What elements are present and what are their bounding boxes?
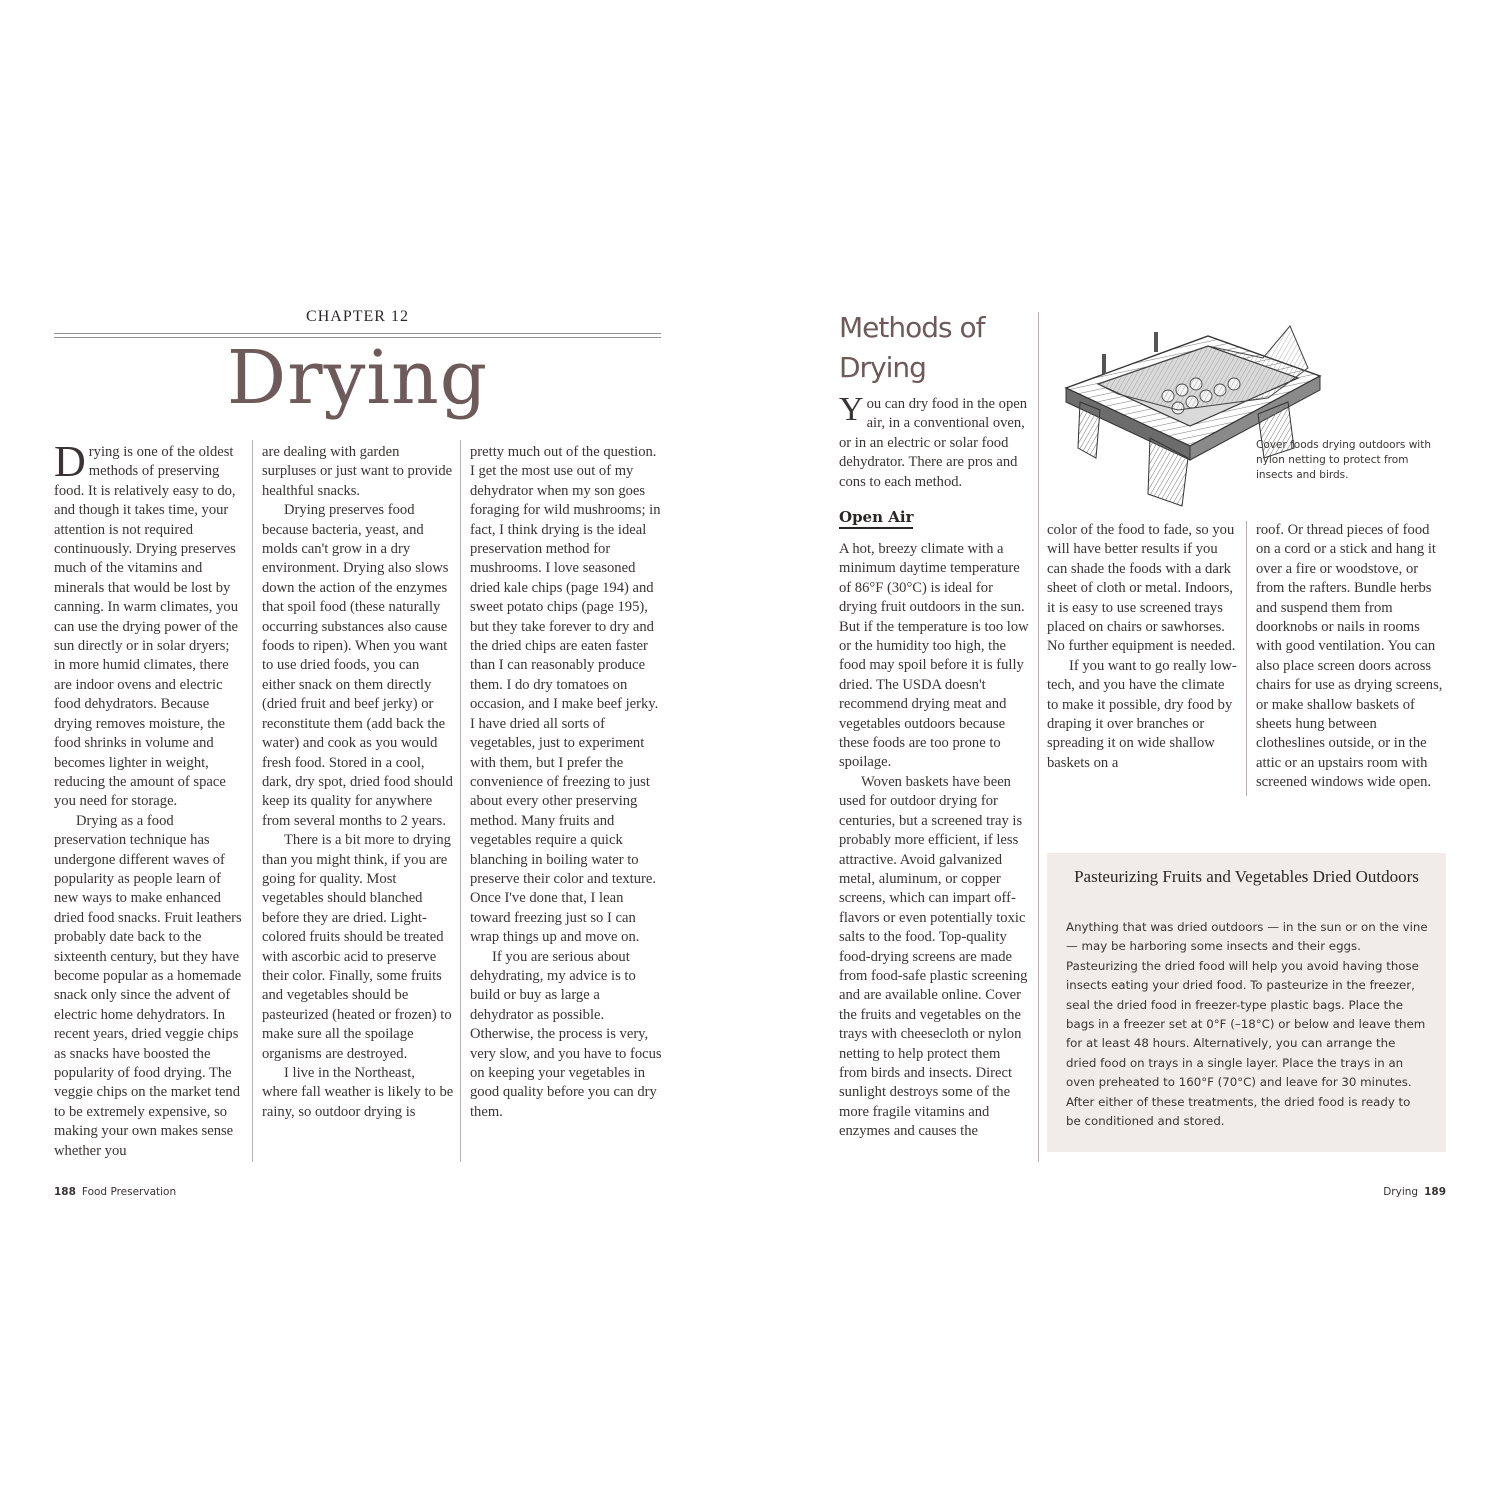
chapter-title: Drying — [226, 335, 489, 421]
right-column-3 — [1256, 521, 1446, 793]
intro-paragraph — [839, 391, 1031, 492]
left-column-3 — [470, 443, 662, 1122]
column-divider — [252, 440, 253, 1162]
sidebar-body: Anything that was dried outdoors — in the sun or on the vine — may be harboring some insects and their eggs. Pasteurizing the dried food will help you avoid having those insects eating your dried food. To pasteurize in the freezer, seal the dried food in freezer-type plastic bags. Place the bags in a freezer set at 0°F (–18°C) or below and leave them for at least 48 hours. Alternatively, you can arrange the dried food on trays in a single layer. Place the trays in an oven preheated to 160°F (70°C) and leave for 30 minutes. After either of these treatments, the dried food is ready to be conditioned and stored. — [1066, 920, 1428, 1129]
paragraph: are dealing with garden surpluses or just want to provide healthful snacks. — [262, 444, 453, 499]
paragraph-text: ou can dry food in the open air, in a conventional oven, or in an electric or solar food dehydrator. There are pros and cons to each method. — [839, 396, 1028, 490]
paragraph: pretty much out of the question. I get the most use out of my dehydrator when my son goes foraging for wild mushrooms; in fact, I think drying is the ideal preservation method for mushrooms. I love seasoned dried kale chips (page 194) and sweet potato chips (page 195), but they take forever to dry and the dried chips are eaten faster than I can reasonably produce them. I do dry tomatoes on occasion, and I make beef jerky. I have dried all sorts of vegetables, just to experiment with them, but I prefer the convenience of freezing to just about every other preserving method. Many fruits and vegetables require a quick blanching in boiling water to preserve their color and texture. Once I've done that, I lean toward freezing just so I can wrap things up and move on. — [470, 444, 661, 946]
drop-cap: D — [54, 437, 86, 486]
chapter-label: CHAPTER 12 — [306, 308, 409, 325]
chapter-rule-top — [54, 333, 661, 334]
paragraph: Drying preserves food because bacteria, yeast, and molds can't grow in a dry environment. Drying also slows down the action of the enzymes that spoil food (these naturally occurring substances also cause foods to ripen). When you want to use dried foods, you can either snack on them directly (dried fruit and beef jerky) or reconstitute them (add back the water) and cook as you would fresh food. Stored in a cool, dark, dry spot, dried food should keep its quality for anywhere from several months to 2 years. — [262, 502, 453, 829]
illustration-caption: Cover foods drying outdoors with nylon netting to protect from insects and birds. — [1256, 439, 1431, 481]
paragraph: If you want to go really low-tech, and you have the climate to make it possible, dry food by draping it over branches or spreading it on wide shallow baskets on a — [1047, 657, 1237, 771]
paragraph: roof. Or thread pieces of food on a cord or a stick and hang it over a fire or woodstove, or from the rafters. Bundle herbs and suspend them from doorknobs or nails in rooms with good ventilation. You can also place screen doors across chairs for use as drying screens, or make shallow baskets of sheets hung between clotheslines outside, or in the attic or an upstairs room with screened windows wide open. — [1256, 522, 1443, 791]
subheading-open-air: Open Air — [839, 508, 913, 529]
sidebar-title: Pasteurizing Fruits and Vegetables Dried Outdoors — [1074, 867, 1419, 886]
paragraph: There is a bit more to drying than you might think, if you are going for quality. Most vegetables should blanched before they are dried. Light-colored fruits should be treated with ascorbic acid to preserve their color. Finally, some fruits and vegetables should be pasteurized (heated or frozen) to make sure all the spoilage organisms are destroyed. — [262, 832, 452, 1062]
paragraph — [54, 437, 244, 812]
column-divider — [1038, 312, 1039, 1162]
right-column-2 — [1047, 521, 1237, 773]
drop-cap: Y — [839, 391, 864, 428]
page-number: 189 — [1424, 1186, 1446, 1198]
paragraph: Drying as a food preservation technique has undergone different waves of popularity as people learn of new ways to make enhanced dried food snacks. Fruit leathers probably date back to the sixteenth century, but they have become popular as a homemade snack only since the advent of electric home dehydrators. In recent years, dried veggie chips as snacks have boosted the popularity of food drying. The veggie chips on the market tend to be extremely expensive, so making your own makes sense whether you — [54, 812, 242, 1159]
paragraph: If you are serious about dehydrating, my advice is to build or buy as large a dehydrator as possible. Otherwise, the process is very, very slow, and you have to focus on keeping your vegetables in good quality before you can dry them. — [470, 948, 662, 1120]
column-divider — [460, 440, 461, 1162]
running-footer: Food Preservation — [81, 1186, 177, 1198]
section-title: Methods of Drying — [839, 311, 985, 384]
paragraph: Woven baskets have been used for outdoor drying for centuries, but a screened tray is probably more efficient, if less attractive. Avoid galvanized metal, aluminum, or copper screens, which can impart off-flavors or even potentially toxic salts to the food. Top-quality food-drying screens are made from food-safe plastic screening and are available online. Cover the fruits and vegetables on the trays with cheesecloth or nylon netting to help protect them from birds and insects. Direct sunlight destroys some of the more fragile vitamins and enzymes and causes the — [839, 773, 1028, 1140]
running-footer: Drying — [1383, 1186, 1419, 1198]
paragraph: A hot, breezy climate with a minimum daytime temperature of 86°F (30°C) is ideal for drying fruit outdoors in the sun. But if the temperature is too low or the humidity too high, the food may spoil before it is fully dried. The USDA doesn't recommend drying meat and vegetables outdoors because these foods are too prone to spoilage. — [839, 541, 1029, 771]
left-column-1 — [54, 437, 244, 1161]
page-number: 188 — [54, 1186, 76, 1198]
paragraph-text: rying is one of the oldest methods of preserving food. It is relatively easy to do, and though it takes time, your attention is not required continuously. Drying preserves much of the vitamins and minerals that would be lost by canning. In warm climates, you can use the drying power of the sun directly or in solar dryers; in more humid climates, there are indoor ovens and electric food dehydrators. Because drying removes moisture, the food shrinks in volume and becomes lighter in weight, reducing the amount of space you need for storage. — [54, 444, 238, 810]
paragraph: I live in the Northeast, where fall weather is likely to be rainy, so outdoor drying is — [262, 1065, 454, 1120]
right-footer — [1383, 1186, 1446, 1198]
column-divider — [1246, 521, 1247, 796]
left-footer — [54, 1186, 176, 1198]
right-column-1 — [839, 540, 1031, 1142]
paragraph — [839, 391, 1031, 492]
paragraph: color of the food to fade, so you will have better results if you can shade the foods with a dark sheet of cloth or metal. Indoors, it is easy to use screened trays placed on chairs or sawhorses. No further equipment is needed. — [1047, 522, 1236, 655]
left-column-2 — [262, 443, 454, 1122]
